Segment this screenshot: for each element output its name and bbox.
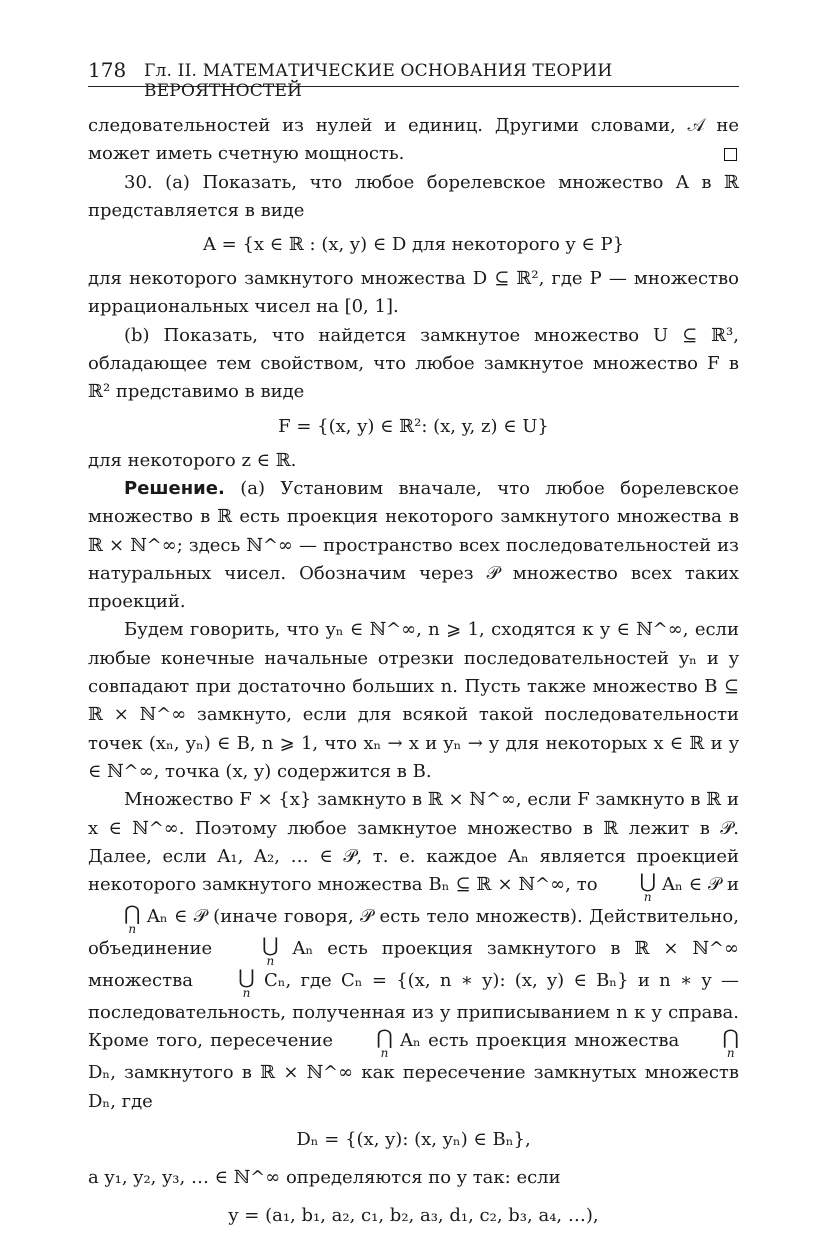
intersection-operator: ⋂ n bbox=[124, 901, 141, 937]
page-content bbox=[88, 112, 739, 1240]
union-operator-3: ⋃ n bbox=[238, 965, 255, 1001]
page-header bbox=[88, 58, 739, 101]
problem-30b: (b) Показать, что найдется замкнутое множество U ⊆ ℝ³, обладающее тем свойством, что любое замкнутое множество F в ℝ² представимо в виде bbox=[88, 324, 739, 403]
problem-30a-end: для некоторого замкнутого множества D ⊆ ℝ², где P — множество иррациональных чисел на [0, 1]. bbox=[88, 268, 739, 318]
formula-f: F = {(x, y) ∈ ℝ²: (x, y, z) ∈ U} bbox=[278, 415, 549, 437]
problem-30a: 30. (a) Показать, что любое борелевское множество A в ℝ представляется в виде bbox=[88, 171, 739, 221]
union-operator: ⋃ n bbox=[639, 869, 656, 905]
intersection-operator-3: ⋂ n bbox=[722, 1025, 739, 1061]
qed-square-icon bbox=[724, 148, 737, 161]
problem-30b-end: для некоторого z ∈ ℝ. bbox=[88, 449, 297, 471]
sequence-paragraph: а y₁, y₂, y₃, … ∈ ℕ^∞ определяются по y так: если bbox=[88, 1167, 561, 1189]
closure-paragraph: Множество F × {x} замкнуто в ℝ × ℕ^∞, если F замкнуто в ℝ и x ∈ ℕ^∞. Поэтому любое замкнутое множество в ℝ лежит в 𝒫. Далее, если A₁, A₂, … ∈ 𝒫, т. е. каждое Aₙ является проекцией некоторого замкнутого множества Bₙ ⊆ ℝ × ℕ^∞, то ⋃ n Aₙ ∈ 𝒫 и ⋂ n Aₙ ∈ 𝒫 (иначе говоря, 𝒫 есть тело множеств). Действительно, объединение ⋃ n Aₙ есть проекция замкнутого в ℝ × ℕ^∞ множества ⋃ n Cₙ, где Cₙ = {(x, n ∗ y): (x, y) ∈ Bₙ} и n ∗ y — последовательность, полученная из y приписыванием n к y справа. Кроме того, пересечение ⋂ n Aₙ есть проекция множества ⋂ n Dₙ, замкнутого в ℝ × ℕ^∞ как пересечение замкнутых множеств Dₙ, где bbox=[88, 789, 739, 1112]
formula-a: A = {x ∈ ℝ : (x, y) ∈ D для некоторого y ∈ P} bbox=[202, 234, 625, 256]
paragraph-continuation: следовательностей из нулей и единиц. Другими словами, 𝒜 не может иметь счетную мощность. bbox=[88, 115, 739, 165]
convergence-paragraph: Будем говорить, что yₙ ∈ ℕ^∞, n ⩾ 1, сходятся к y ∈ ℕ^∞, если любые конечные начальные отрезки последовательностей yₙ и y совпадают при достаточно больших n. Пусть также множество B ⊆ ℝ × ℕ^∞ замкнуто, если для всякой такой последовательности точек (xₙ, yₙ) ∈ B, n ⩾ 1, что xₙ → x и yₙ → y для некоторых x ∈ ℝ и y ∈ ℕ^∞, точка (x, y) содержится в B. bbox=[88, 619, 739, 782]
running-title: Гл. II. МАТЕМАТИЧЕСКИЕ ОСНОВАНИЯ ТЕОРИИ ВЕРОЯТНОСТЕЙ bbox=[144, 61, 613, 101]
formula-dn: Dₙ = {(x, y): (x, yₙ) ∈ Bₙ}, bbox=[296, 1129, 531, 1151]
solution-paragraph: Решение. (a) Установим вначале, что любое борелевское множество в ℝ есть проекция некоторого замкнутого множества в ℝ × ℕ^∞; здесь ℕ^∞ — пространство всех последовательностей из натуральных чисел. Обозначим через 𝒫 множество всех таких проекций. bbox=[88, 477, 739, 613]
formula-y: y = (a₁, b₁, a₂, c₁, b₂, a₃, d₁, c₂, b₃, a₄, …), bbox=[228, 1205, 599, 1227]
intersection-operator-2: ⋂ n bbox=[376, 1025, 393, 1061]
page-number: 178 bbox=[88, 58, 127, 82]
solution-label: Решение. bbox=[124, 477, 225, 499]
union-operator-2: ⋃ n bbox=[262, 933, 279, 969]
